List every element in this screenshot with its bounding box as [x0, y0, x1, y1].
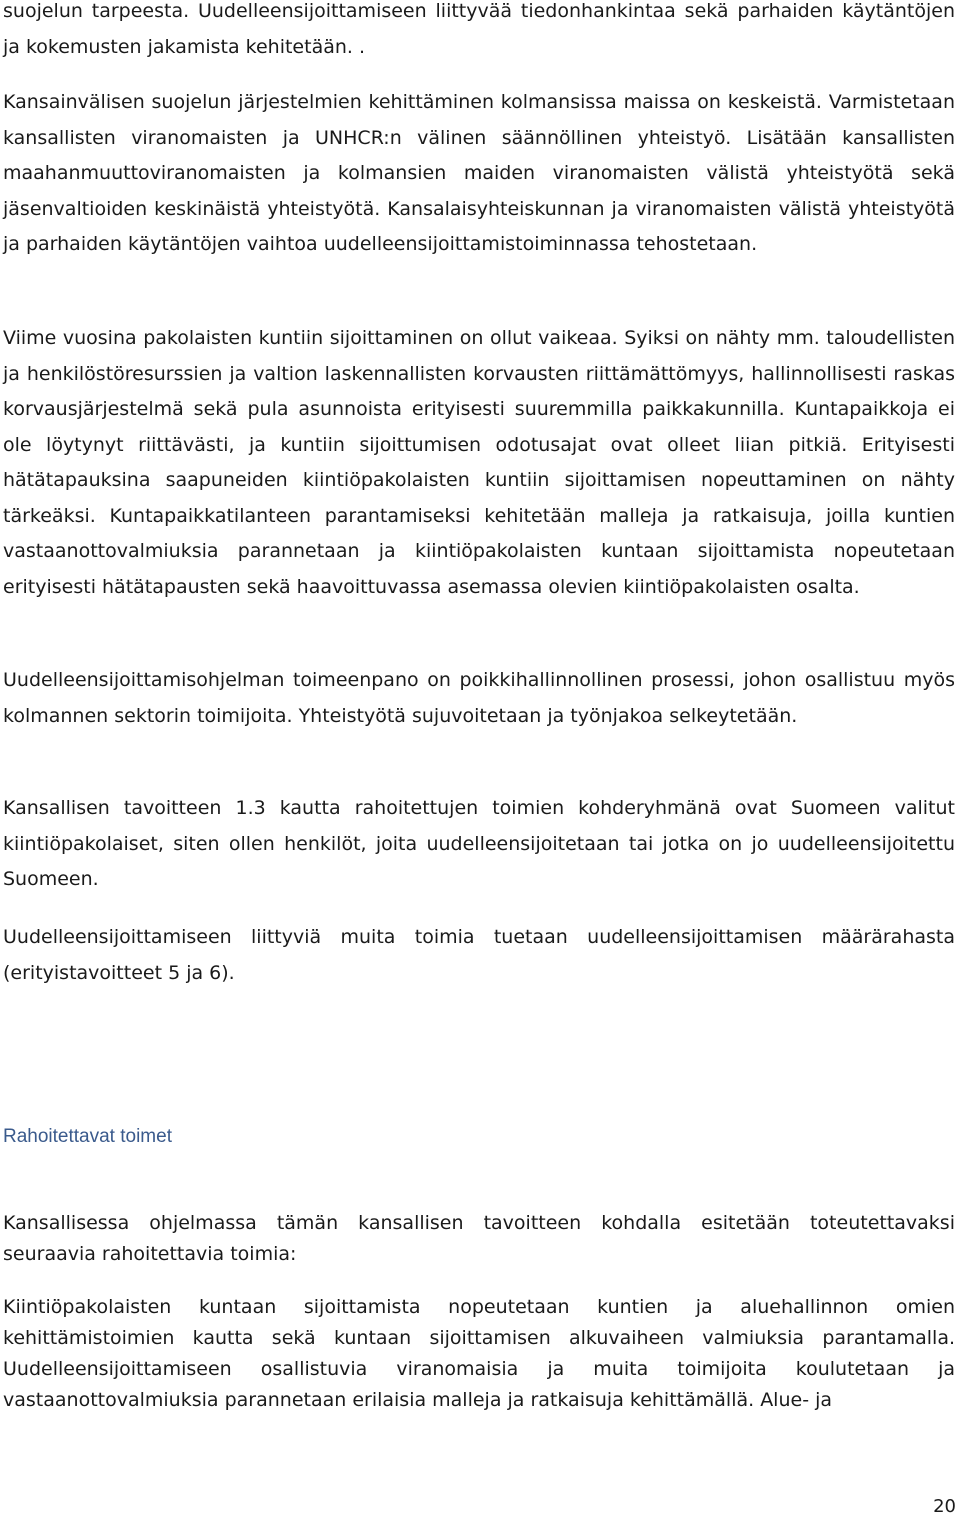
paragraph-intro: suojelun tarpeesta. Uudelleensijoittamiseen liittyvää tiedonhankintaa sekä parhaiden käytäntöjen ja kokemusten jakamista kehitetään. .: [3, 0, 955, 58]
paragraph-target-group: Kansallisen tavoitteen 1.3 kautta rahoitettujen toimien kohderyhmänä ovat Suomeen valitut kiintiöpakolaiset, siten ollen henkilöt, joita uudelleensijoitetaan tai jotka on jo uudelleensijoitettu Suomeen.: [3, 797, 955, 890]
paragraph-international-protection: Kansainvälisen suojelun järjestelmien kehittäminen kolmansissa maissa on keskeistä. Varmistetaan kansallisten viranomaisten ja UNHCR:n välinen säännöllinen yhteistyö. Lisätään kansallisten maahanmuuttoviranomaisten ja kolmansien maiden viranomaisten välistä yhteistyötä sekä jäsenvaltioiden keskinäistä yhteistyötä. Kansalaisyhteiskunnan ja viranomaisten välistä yhteistyötä ja parhaiden käytäntöjen vaihtoa uudelleensijoittamistoiminnassa tehostetaan.: [3, 91, 955, 255]
paragraph-national-programme: Kansallisessa ohjelmassa tämän kansallisen tavoitteen kohdalla esitetään toteutettavaksi seuraavia rahoitettavia toimia:: [3, 1212, 955, 1265]
paragraph-resettlement-programme: Uudelleensijoittamisohjelman toimeenpano on poikkihallinnollinen prosessi, johon osallistuu myös kolmannen sektorin toimijoita. Yhteistyötä sujuvoitetaan ja työnjakoa selkeytetään.: [3, 669, 955, 727]
paragraph-funded-actions: Kiintiöpakolaisten kuntaan sijoittamista nopeutetaan kuntien ja aluehallinnon omien kehittämistoimien kautta sekä kuntaan sijoittamisen alkuvaiheen valmiuksia parantamalla. Uudelleensijoittamiseen osallistuvia viranomaisia ja muita toimijoita koulutetaan ja vastaanottovalmiuksia parannetaan erilaisia malleja ja ratkaisuja kehittämällä. Alue- ja: [3, 1296, 955, 1411]
section-heading: Rahoitettavat toimet: [3, 1126, 172, 1147]
page-number: 20: [933, 1496, 956, 1517]
paragraph-other-measures: Uudelleensijoittamiseen liittyviä muita toimia tuetaan uudelleensijoittamisen määrärahasta (erityistavoitteet 5 ja 6).: [3, 926, 955, 984]
paragraph-municipal-placement: Viime vuosina pakolaisten kuntiin sijoittaminen on ollut vaikeaa. Syiksi on nähty mm. taloudellisten ja henkilöstöresurssien ja valtion laskennallisten korvausten riittämättömyys, hallinnollisesti raskas korvausjärjestelmä sekä pula asunnoista erityisesti suuremmilla paikkakunnilla. Kuntapaikkoja ei ole löytynyt riittävästi, ja kuntiin sijoittumisen odotusajat ovat olleet liian pitkiä. Erityisesti hätätapauksina saapuneiden kiintiöpakolaisten kuntiin sijoittamisen nopeuttaminen on nähty tärkeäksi. Kuntapaikkatilanteen parantamiseksi kehitetään malleja ja ratkaisuja, joilla kuntien vastaanottovalmiuksia parannetaan ja kiintiöpakolaisten kuntaan sijoittamista nopeutetaan erityisesti hätätapausten sekä haavoittuvassa asemassa olevien kiintiöpakolaisten osalta.: [3, 327, 955, 598]
